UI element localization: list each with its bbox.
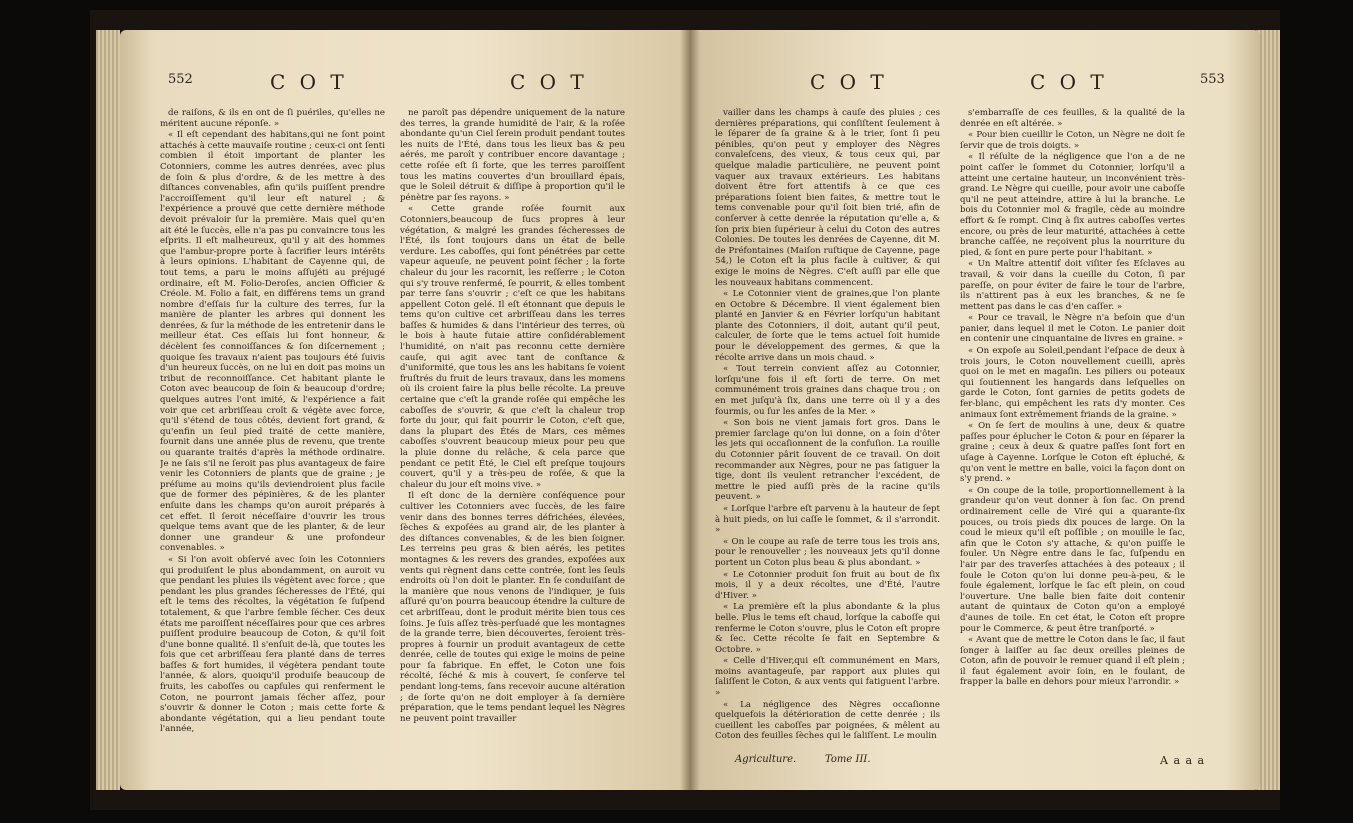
paragraph: de raiſons, & ils en ont de ſi puériles, qu'elles ne méritent aucune réponſe. »: [160, 108, 385, 129]
text-column: [960, 108, 1185, 748]
running-head: C O T: [1030, 70, 1108, 94]
page-edges-left: [96, 30, 120, 790]
paragraph: « Le Cotonnier vient de graines,que l'on plante en Octobre & Décembre. Il vient également bien planté en Janvier & en Février lorſqu'un habitant plante des Cotonniers, il doit, autant qu'il peut, calculer, de ſorte que le tems actuel ſoit humide pour le développement des germes, & que la récolte arrive dans un mois chaud. »: [715, 289, 940, 363]
footer-title: Agriculture.: [735, 754, 797, 765]
paragraph: « Il eſt cependant des habitans,qui ne ſont point attachés à cette mauvaiſe routine ; ceux-ci ont ſenti combien il étoit important de planter les Cotonniers, comme les autres denrées, avec plus de ſoin & plus d'ordre, & de les mettre à des diſtances convenables, afin qu'ils puiſſent prendre l'accroiſſement qu'il leur eſt naturel ; & l'expérience a prouvé que cette dernière méthode devoit prévaloir ſur la première. Mais quel qu'en ait été le ſuccès, elle n'a pas pu convaincre tous les eſprits. Il eſt malheureux, qu'il y ait des hommes que l'ambur-propre porte à ſacrifier leurs intérêts à leurs opinions. L'habitant de Cayenne qui, de tout tems, a paru le moins aſſujéti au préjugé ordinaire, eſt M. Folio-Deroſes, ancien Officier & Créole. M. Folio a fait, en différens tems un grand nombre d'eſſais ſur la culture des terres, ſur la manière de planter les arbres qui donnent les denrées, & ſur la méthode de les entretenir dans le meilleur état. Ces eſſais lui font honneur, & décèlent ſes connoiſſances & ſon diſcernement ; quoique ſes travaux n'aient pas toujours été ſuivis d'un heureux ſuccès, on ne lui en doit pas moins un tribut de reconnoiſſance. Cet habitant plante le Coton avec beaucoup de ſoin & beaucoup d'ordre; quelques autres l'ont imité, & l'expérience a fait voir que cet arbriſſeau croît & végète avec force, qu'il s'étend de tous côtés, devient fort grand, & qu'enfin un ſeul pied traité de cette manière, fournit dans une année plus de revenu, que trente ou quarante traités d'après la méthode ordinaire. Je ne ſais s'il ne ſeroit pas plus avantageux de faire venir les Cotonniers de plants que de graine ; je préſume au moins qu'ils deviendroient plus facile que de former des pépinières, & de les planter enſuite dans les champs qu'on auroit préparés à cet effet. Il ſeroit néceſſaire d'ouvrir les trous quelque tems avant que de les planter, & de leur donner une grandeur & une profondeur convenables. »: [160, 130, 385, 554]
running-head: C O T: [270, 70, 348, 94]
left-page: [120, 30, 690, 790]
paragraph: s'embarraſſe de ces feuilles, & la qualité de la denrée en eſt altérée. »: [960, 108, 1185, 129]
text-column: [715, 108, 940, 748]
paragraph: « Avant que de mettre le Coton dans le ſac, il faut ſonger à laiſſer au ſac deux oreilles pleines de Coton, afin de pouvoir le remuer quand il eſt plein ; il faut également avoir ſoin, en le foulant, de frapper la balle en dehors pour mieux l'arrondir. »: [960, 635, 1185, 688]
book-gutter: [680, 30, 700, 790]
running-head: C O T: [810, 70, 888, 94]
paragraph: « On expoſe au Soleil,pendant l'eſpace de deux à trois jours, le Coton nouvellement cueilli, après quoi on le met en magaſin. Les piliers ou poteaux qui ſoutiennent les hangards dans leſquelles on garde le Coton, ſont garnies de petits godets de fer-blanc, qui empêchent les rats d'y monter. Ces animaux ſont extrêmement friands de la graine. »: [960, 346, 1185, 420]
paragraph: « Il réſulte de la négligence que l'on a de ne point caſſer le ſommet du Cotonnier, lorſqu'il a atteint une certaine hauteur, un inconvénient très-grand. Le Nègre qui cueille, pour avoir une caboſſe qu'il ne peut atteindre, attire à lui la branche. Le bois du Cotonnier mol & fragile, cède au moindre effort & ſe rompt. Cinq à ſix autres caboſſes vertes encore, ou près de leur maturité, attachées à cette branche caſſée, ne reçoivent plus la nourriture du pied, & ſont en pure perte pour l'habitant. »: [960, 152, 1185, 258]
paragraph: Il eſt donc de la dernière conſéquence pour cultiver les Cotonniers avec ſuccès, de les faire venir dans des bonnes terres défrichées, élevées, ſèches & expoſées au grand air, de les planter à des diſtances convenables, & de les bien ſoigner. Les terreins peu gras & bien aérés, les petites montagnes & les revers des grandes, expoſées aux vents qui règnent dans cette contrée, ſont les ſeuls endroits où l'on doit le planter. En ſe conduiſant de la manière que nous venons de l'indiquer, je ſuis aſſuré qu'on pourra beaucoup étendre la culture de cet arbriſſeau, dont le produit mérite bien tous ces ſoins. Je ſuis aſſez très-perſuadé que les montagnes de la grande terre, bien découvertes, ſeroient très-propres à fournir un produit avantageux de cette denrée, celle de toutes qui exige le moins de peine pour ſa fabrique. En effet, le Coton une fois récolté, ſéché & mis à couvert, ſe conſerve tel pendant long-tems, ſans recevoir aucune altération ; de ſorte qu'on ne doit employer à ſa dernière préparation, que le tems pendant lequel les Nègres ne peuvent point travailler: [400, 491, 625, 724]
signature-mark: A a a a: [1160, 754, 1206, 767]
paragraph: « On le coupe au raſe de terre tous les trois ans, pour le renouveller ; les nouveaux jets qu'il donne portent un Coton plus beau & plus abondant. »: [715, 536, 940, 568]
paragraph: « Pour bien cueillir le Coton, un Nègre ne doit ſe ſervir que de trois doigts. »: [960, 130, 1185, 151]
page-number: 553: [1200, 72, 1225, 87]
paragraph: « On ſe ſert de moulins à une, deux & quatre paſſes pour éplucher le Coton & pour en ſéparer la graine ; ceux à deux & quatre paſſes ſont fort en uſage à Cayenne. Lorſque le Coton eſt épluché, & qu'on vent le mettre en balle, voici la façon dont on s'y prend. »: [960, 421, 1185, 485]
footer-tome: Tome III.: [825, 754, 871, 765]
paragraph: « Cette grande roſée fournit aux Cotonniers,beaucoup de ſucs propres à leur végétation, & malgré les grandes ſécheresses de l'Été, ils ſont toujours dans un état de belle verdure. Les caboſſes, qui ſont pénétrées par cette vapeur aqueuſe, ne peuvent point ſécher ; la forte chaleur du jour les racornit, les reſſerre ; le Coton qui s'y trouve renfermé, ſe pourrit, & elles tombent par terre ſans s'ouvrir ; c'eſt ce que les habitans appellent Coton gelé. Il eſt étonnant que depuis le tems qu'on cultive cet arbriſſeau dans les terres baſſes & humides & dans l'intérieur des terres, où le bois à haute futaie attire conſidérablement l'humidité, on n'ait pas reconnu cette dernière cauſe, qui agit avec tant de conſtance & d'uniformité, que tous les ans les habitans ſe voient fruſtrés du fruit de leurs travaux, dans les momens où ils croient faire la plus belle récolte. La preuve certaine que c'eſt la grande roſée qui empêche les caboſſes de s'ouvrir, & que c'eſt la chaleur trop forte du jour, qui fait pourrir le Coton, c'eſt que, dans la plupart des Étés de Mars, ces mêmes caboſſes s'ouvrent beaucoup mieux pour peu que la pluie donne du relâche, & cela parce que pendant ce petit Été, le Ciel eſt preſque toujours couvert, qu'il y a très-peu de roſée, & que la chaleur du jour eſt moins vive. »: [400, 204, 625, 490]
text-column: [400, 108, 625, 768]
text-column: [160, 108, 385, 768]
open-book: [90, 10, 1280, 810]
paragraph: « On coupe de la toile, proportionnellement à la grandeur qu'on veut donner à ſon ſac. On prend ordinairement celle de Viré qui a quarante-ſix pouces, ou trois pieds dix pouces de large. On la coud le mieux qu'il eſt poſſible ; on mouille le ſac, afin que le Coton s'y attache, & qu'on puiſſe le fouler. Un Nègre entre dans le ſac, ſuſpendu en l'air par des traverſes attachées à des poteaux ; il foule le Coton qu'on lui donne peu-à-peu, & le foule également, lorſque le ſac eſt plein, on coud l'ouverture. Une balle bien faite doit contenir autant de quintaux de Coton qu'on a employé d'aunes de toile. En cet état, le Coton eſt propre pour le Commerce, & peut être tranſporté. »: [960, 485, 1185, 634]
right-page: [690, 30, 1260, 790]
paragraph: « Si l'on avoit obſervé avec ſoin les Cotonniers qui produiſent le plus abondamment, on auroit vu que pendant les pluies ils végètent avec force ; que pendant les plus grandes ſécheresses de l'Été, qui eſt le tems des récoltes, la végétation ſe ſuſpend totalement, & que l'arbre ſemble ſécher. Ces deux états me paroiſſent néceſſaires pour que ces arbres puiſſent produire beaucoup de Coton, & qu'il ſoit d'une bonne qualité. Il s'enſuit de-là, que toutes les fois que cet arbriſſeau ſera planté dans de terres baſſes & fort humides, il végètera pendant toute l'année, & alors, quoiqu'il produiſe beaucoup de fruits, les caboſſes ou capſules qui renferment le Coton, ne pourront jamais ſécher aſſez, pour s'ouvrir & donner le Coton ; mais cette forte & abondante végétation, qui a lieu pendant toute l'année,: [160, 554, 385, 735]
paragraph: « Tout terrein convient aſſez au Cotonnier, lorſqu'une fois il eſt ſorti de terre. On met communément trois graines dans chaque trou ; on en met juſqu'à ſix, dans une terre où il y a des fourmis, ou ſur les anſes de la Mer. »: [715, 364, 940, 417]
paragraph: « Le Cotonnier produit ſon fruit au bout de ſix mois, il y a deux récoltes, une d'Été, l'autre d'Hiver. »: [715, 569, 940, 601]
paragraph: « Son bois ne vient jamais fort gros. Dans le premier ſarclage qu'on lui donne, on a ſoin d'ôter les jets qui occaſionnent de la confuſion. La rouille du Cotonnier pârit ſouvent de ce travail. On doit recommander aux Nègres, pour ne pas ſatiguer la tige, dont ils veulent retrancher l'excédent, de mettre le pied auſſi près de la racine qu'ils peuvent. »: [715, 418, 940, 503]
paragraph: « La négligence des Nègres occaſionne quelquefois la détérioration de cette denrée ; ils cueillent les caboſſes par poignées, & mêlent au Coton des feuilles ſèches qui le ſaliſſent. Le moulin: [715, 699, 940, 742]
paragraph: « La première eſt la plus abondante & la plus belle. Plus le tems eſt chaud, lorſque la caboſſe qui renferme le Coton s'ouvre, plus le Coton eſt propre & ſec. Cette récolte ſe fait en Septembre & Octobre. »: [715, 602, 940, 655]
running-head: C O T: [510, 70, 588, 94]
page-number: 552: [168, 72, 193, 87]
paragraph: « Lorſque l'arbre eſt parvenu à la hauteur de ſept à huit pieds, on lui caſſe le ſommet, & il s'arrondit. »: [715, 503, 940, 536]
paragraph: vailler dans les champs à cauſe des pluies ; ces dernières préparations, qui conſiſtent ſeulement à le ſéparer de ſa graine & à le trier, ſont ſi peu pénibles, qu'on peut y employer des Nègres convaleſcens, des vieux, & tous ceux qui, par quelque maladie particulière, ne peuvent point vaquer aux travaux extérieurs. Les habitans doivent être fort attentifs à ce que ces préparations ſoient bien faites, & mettre tout le tems convenable pour qu'il ſoit bien trié, afin de conſerver à cette denrée la réputation qu'elle a, & ſon prix bien ſupérieur à celui du Coton des autres Colonies. De toutes les denrées de Cayenne, dit M. de Préfontaines (Maiſon ruſtique de Cayenne, page 54,) le Coton eſt la plus facile à cultiver, & qui exige le moins de Nègres. C'eſt auſſi par elle que les nouveaux habitans commencent.: [715, 108, 940, 288]
paragraph: « Un Maître attentif doit viſiter ſes Eſclaves au travail, & voir dans la cueille du Coton, ſi par pareſſe, on pour éviter de faire le tour de l'arbre, ils n'attirent pas à eux les branches, & ne ſe mettent pas dans le cas d'en caſſer. »: [960, 259, 1185, 312]
paragraph: ne paroît pas dépendre uniquement de la nature des terres, la grande humidité de l'air, & la roſée abondante qu'un Ciel ſerein produit pendant toutes les nuits de l'Été, dans tous les lieux bas & peu aérés, me paroît y contribuer encore davantage ; cette roſée eſt ſi forte, que les terres paroiſſent tous les matins couvertes d'un brouillard épais, que le Soleil détruit & diſſipe à proportion qu'il le pénètre par ſes rayons. »: [400, 108, 625, 203]
paragraph: « Celle d'Hiver,qui eſt communément en Mars, moins avantageuſe, par rapport aux pluies qui ſaliſſent le Coton, & aux vents qui fatiguent l'arbre. »: [715, 656, 940, 699]
paragraph: « Pour ce travail, le Nègre n'a beſoin que d'un panier, dans lequel il met le Coton. Le panier doit en contenir une cinquantaine de livres en graine. »: [960, 313, 1185, 345]
